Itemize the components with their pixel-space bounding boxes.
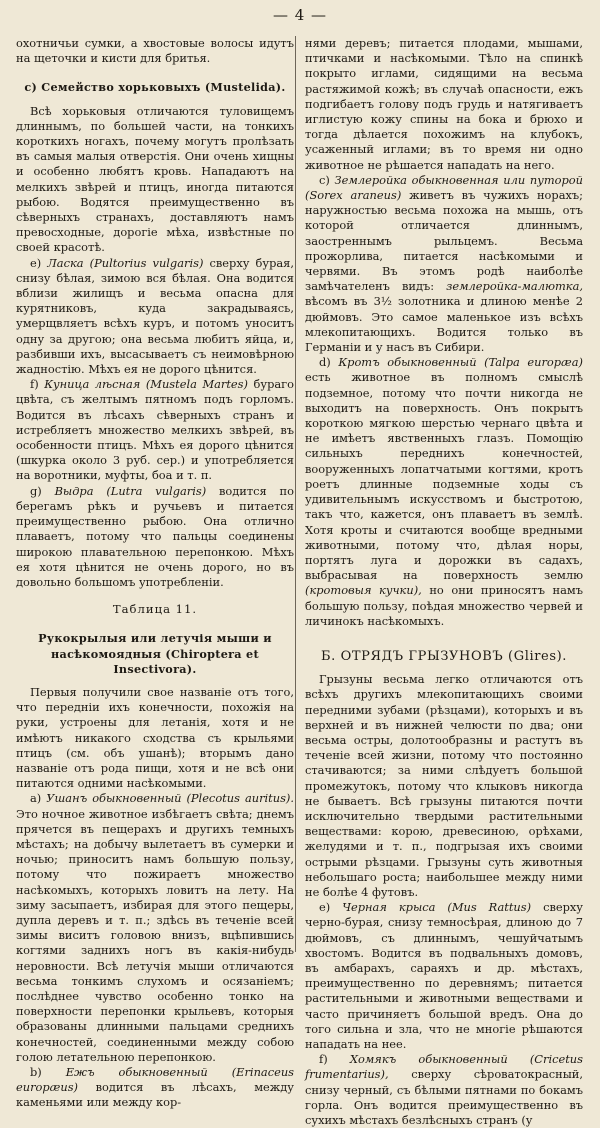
page-number: — 4 — — [272, 6, 328, 24]
entry-e — [16, 256, 294, 378]
species-name: Ушанъ обыкновенный (Plecotus auritus). — [46, 791, 294, 806]
species-name: Кротъ обыкновенный (Talpa europæa) — [338, 355, 583, 370]
table-label: Таблица 11. — [112, 602, 198, 617]
left-column — [16, 36, 294, 1111]
species-name: Выдра (Lutra vulgaris) — [54, 483, 207, 498]
paragraph: Первыя получили свое названіе отъ того, что передніи ихъ конечности, похожія на руки, устроены для летанія, хотя и не имѣютъ никакого сходства съ крыльями птицъ (см. объ ушанѣ); вторымъ дано названіе отъ рода пищи, хотя и не всѣ они питаются одними насѣкомыми. — [16, 684, 294, 791]
entry-f — [305, 1052, 583, 1128]
species-name: Ежъ обыкновенный (Erinaceus europæus) — [16, 1065, 294, 1095]
entry-letter: c) — [319, 172, 330, 187]
species-name: Черная крыса (Mus Rattus) — [342, 900, 532, 915]
entry-a — [16, 791, 294, 1065]
entry-text: Это ночное животное избѣгаетъ свѣта; днемъ прячется въ пещерахъ и другихъ темныхъ мѣстахъ; на добычу вылетаетъ въ сумерки и ночью; приноситъ намъ большую пользу, потому что пожираетъ множество насѣкомыхъ, которыхъ ловитъ на лету. На зиму засыпаетъ, избирая для этого пещеры, дупла деревъ и т. п.; здѣсь въ теченіе всей зимы виситъ головою внизъ, вцѣпившись когтями заднихъ ногъ въ какія-нибудь неровности. Всѣ летучія мыши отличаются весьма тонкимъ слухомъ и осязаніемъ; послѣднее чувство особенно тонко на поверхности перепонки крыльевъ, которыя образованы длинными пальцами среднихъ конечностей, соединенными между собою голою летательною перепонкою. — [16, 806, 294, 1064]
entry-text: сверху черно-бурая, снизу темносѣрая, длиною до 7 дюймовъ, съ длиннымъ, чешуйчатымъ хвостомъ. Водится въ подвальныхъ домовъ, въ амбарахъ, сараяхъ и др. мѣстахъ, преимущественно по деревнямъ; питается растительными и животными веществами и часто причиняетъ большой вредъ. Она до того сильна и зла, что не многіе рѣшаются нападать на нее. — [305, 900, 584, 1051]
entry-text: бураго цвѣта, съ желтымъ пятномъ подъ горломъ. Водится въ лѣсахъ сѣверныхъ странъ и истребляетъ множество мелкихъ звѣрей, въ особенности птицъ. Мѣхъ ея дорого цѣнится (шкурка около 3 руб. сер.) и употребляется на воротники, муфты, боа и т. п. — [16, 377, 294, 483]
paragraph: охотничьи сумки, а хвостовые волосы идутъ на щеточки и кисти для бритья. — [16, 36, 294, 66]
entry-text: сверху сѣроватокрасный, снизу черный, съ бѣлыми пятнами по бокамъ горла. Онъ водится преимущественно въ сухихъ мѣстахъ безлѣсныхъ странъ (у — [305, 1067, 583, 1128]
entry-letter: a) — [30, 791, 42, 806]
species-name: Хомякъ обыкновенный (Cricetus frumentarius), — [305, 1052, 583, 1082]
order-heading-glires: Б. ОТРЯДЪ ГРЫЗУНОВЪ (Glires). — [320, 648, 568, 664]
entry-g — [16, 484, 294, 590]
right-column — [305, 36, 583, 1128]
entry-letter: e) — [30, 255, 42, 270]
entry-text: водится въ лѣсахъ, между каменьями или между кор- — [16, 1080, 294, 1110]
section-heading-mustelida: c) Семейство хорьковыхъ (Mustelida). — [24, 80, 286, 95]
entry-letter: e) — [319, 900, 331, 915]
entry-text: но они приносятъ намъ большую пользу, поѣдая множество червей и личинокъ насѣкомыхъ. — [305, 583, 584, 628]
section-heading-chiroptera: Рукокрылыя или летучія мыши и насѣкомоядныя (Chiroptera et Insectivora). — [38, 631, 272, 676]
entry-letter: f) — [30, 377, 39, 392]
entry-text: живетъ въ чужихъ норахъ; наружностью весьма похожа на мышь, отъ которой отличается длиннымъ, заостреннымъ рыльцемъ. Весьма прожорлива, питается насѣкомыми и червями. Въ этомъ родѣ наиболѣе замѣчателенъ видъ: — [305, 188, 583, 294]
paragraph: нями деревъ; питается плодами, мышами, птичками и насѣкомыми. Тѣло на спинкѣ покрыто иглами, сидящими на весьма растяжимой кожѣ; въ случаѣ опасности, ежъ подгибаетъ голову подъ грудь и натягиваетъ иглистую кожу спины на бока и брюхо и тогда дѣлается похожимъ на клубокъ, усаженный иглами; въ то время ни одно животное не рѣшается нападать на него. — [305, 36, 583, 172]
paragraph: Грызуны весьма легко отличаются отъ всѣхъ другихъ млекопитающихъ своими передними зубами (рѣзцами), которыхъ и въ верхней и въ нижней челюсти по два; они весьма остры, долотообразны и растутъ въ теченіе всей жизни, потому что постоянно стачиваются; за ними слѣдуетъ большой промежутокъ, потому что клыковъ никогда не бываетъ. Всѣ грызуны питаются почти исключительно твердыми растительными веществами: корою, древесиною, орѣхами, желудями и т. п., подгрызая ихъ своими острыми рѣзцами. Грызуны суть животныя небольшаго роста; наибольшее между ними не болѣе 4 футовъ. — [305, 672, 583, 899]
entry-text: сверху бурая, снизу бѣлая, зимою вся бѣлая. Она водится вблизи жилищъ и весьма опасна для курятниковъ, куда закрадываясь, умерщвляетъ всѣхъ куръ, и потомъ уноситъ одну за другою; она весьма любитъ яйца, и, разбивши ихъ, высасываетъ съ неимовѣрною жадностію. Мѣхъ ея не дорого цѣнится. — [16, 255, 294, 377]
entry-text: есть животное въ полномъ смыслѣ подземное, потому что почти никогда не выходитъ на поверхность. Онъ покрытъ короткою мягкою шерстью чернаго цвѣта и не имѣетъ явственныхъ глазъ. Помощію сильныхъ переднихъ конечностей, вооруженныхъ лопатчатыми когтями, кротъ роетъ длинные подземные ходы съ удивительнымъ искусствомъ и быстротою, такъ что, кажется, онъ плаваетъ въ землѣ. Хотя кроты и считаются вообще вредными животными, потому что, дѣлая норы, портятъ луга и дорожки въ садахъ, выбрасывая на поверхность землю — [305, 370, 583, 583]
entry-d — [305, 355, 583, 629]
species-name: землеройка-малютка, — [446, 279, 583, 294]
entry-f — [16, 377, 294, 483]
entry-letter: g) — [30, 483, 42, 498]
entry-text: водится по берегамъ рѣкъ и ручьевъ и питается преимущественно рыбою. Она отлично плаваетъ, потому что пальцы соединены широкою плавательною перепонкою. Мѣхъ ея хотя цѣнится не очень дорого, но въ довольно большомъ употребленіи. — [16, 483, 294, 589]
term: (кротовыя кучки), — [305, 583, 422, 598]
paragraph: Всѣ хорьковыя отличаются туловищемъ длиннымъ, по большей части, на тонкихъ короткихъ ногахъ, почему могутъ пролѣзать въ самыя малыя отверстія. Они очень хищны и особенно любятъ кровь. Нападаютъ на мелкихъ звѣрей и птицъ, иногда питаются рыбою. Водятся преимущественно въ сѣверныхъ странахъ, доставляютъ намъ превосходные, дорогіе мѣха, извѣстные по своей красотѣ. — [16, 103, 294, 255]
species-name: Ласка (Pultorius vulgaris) — [47, 255, 204, 270]
entry-text: вѣсомъ въ 3½ золотника и длиною менѣе 2 дюймовъ. Это самое маленькое изъ всѣхъ млекопитающихъ. Водится только въ Германіи и у насъ въ Сибири. — [305, 294, 583, 355]
entry-c — [305, 173, 583, 355]
entry-b — [16, 1065, 294, 1111]
entry-letter: f) — [319, 1052, 328, 1067]
entry-letter: b) — [30, 1065, 42, 1079]
species-name: Куница лѣсная (Mustela Martes) — [44, 377, 248, 392]
species-name: Землеройка обыкновенная или путорой (Sorex araneus) — [305, 172, 583, 203]
entry-letter: d) — [319, 355, 331, 370]
entry-e — [305, 900, 583, 1052]
column-divider — [295, 36, 296, 952]
